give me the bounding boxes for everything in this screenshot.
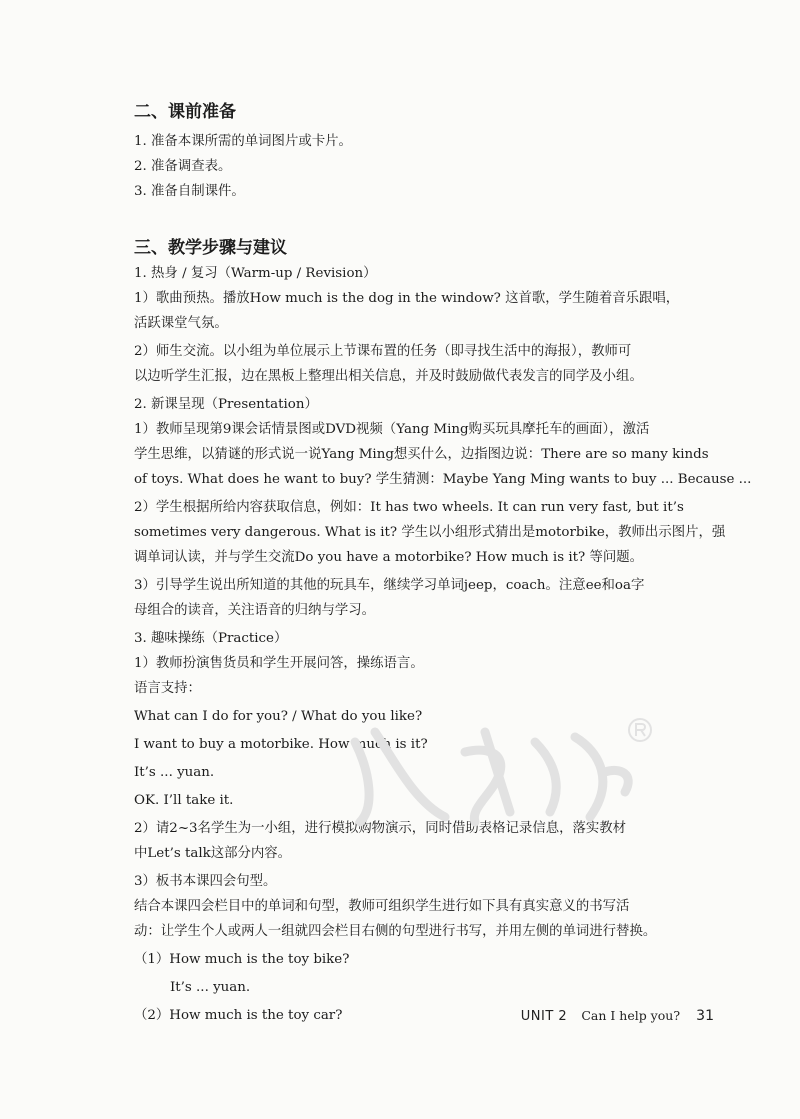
page-content	[134, 100, 752, 1026]
dialogue-line: It’s ... yuan.	[134, 765, 215, 780]
sentence-pattern-1: （1）How much is the toy bike?	[134, 952, 350, 967]
text-line: 3）板书本课四会句型。	[134, 874, 277, 889]
text-line: 1）歌曲预热。播放How much is the dog in the window? 这首歌，学生随着音乐跟唱，	[134, 291, 680, 306]
text-line: 1）教师扮演售货员和学生开展问答，操练语言。	[134, 656, 424, 671]
prep-item-1: 1. 准备本课所需的单词图片或卡片。	[134, 134, 352, 149]
text-line: 2）师生交流。以小组为单位展示上节课布置的任务（即寻找生活中的海报），教师可	[134, 344, 632, 359]
language-support-label: 语言支持：	[134, 681, 201, 696]
sentence-pattern-answer: It’s ... yuan.	[170, 980, 251, 995]
step-presentation-heading: 2. 新课呈现（Presentation）	[134, 397, 318, 412]
dialogue-line: What can I do for you? / What do you like?	[134, 709, 423, 724]
text-line: 调单词认读，并与学生交流Do you have a motorbike? How much is it? 等问题。	[134, 550, 644, 565]
text-line: 结合本课四会栏目中的单词和句型，教师可组织学生进行如下具有真实意义的书写活	[134, 899, 630, 914]
page-number: 31	[696, 1008, 714, 1024]
section-heading-steps: 三、教学步骤与建议	[134, 238, 287, 258]
section-heading-preparation: 二、课前准备	[134, 102, 236, 122]
text-line: 母组合的读音，关注语音的归纳与学习。	[134, 603, 376, 618]
dialogue-line: I want to buy a motorbike. How much is it?	[134, 737, 428, 752]
text-line: 动：让学生个人或两人一组就四会栏目右侧的句型进行书写，并用左侧的单词进行替换。	[134, 924, 657, 939]
footer-unit: UNIT 2	[520, 1009, 568, 1024]
text-line: 中Let’s talk这部分内容。	[134, 846, 292, 861]
text-line: 2）请2~3名学生为一小组，进行模拟购物演示，同时借助表格记录信息，落实教材	[134, 821, 627, 836]
prep-item-2: 2. 准备调查表。	[134, 159, 232, 174]
text-line: 活跃课堂气氛。	[134, 316, 228, 331]
text-line: 2）学生根据所给内容获取信息，例如：It has two wheels. It can run very fast, but it’s	[134, 500, 684, 515]
prep-item-3: 3. 准备自制课件。	[134, 184, 245, 199]
text-line: 1）教师呈现第9课会话情景图或DVD视频（Yang Ming购买玩具摩托车的画面），激活	[134, 422, 650, 437]
text-line: 3）引导学生说出所知道的其他的玩具车，继续学习单词jeep，coach。注意ee和oa字	[134, 578, 645, 593]
step-practice-heading: 3. 趣味操练（Practice）	[134, 631, 288, 646]
footer-title: Can I help you?	[581, 1008, 681, 1023]
dialogue-line: OK. I’ll take it.	[134, 793, 234, 808]
page-footer	[521, 1008, 714, 1024]
sentence-pattern-2: （2）How much is the toy car?	[134, 1008, 343, 1023]
text-line: of toys. What does he want to buy? 学生猜测：Maybe Yang Ming wants to buy ... Because ...	[134, 472, 752, 487]
watermark-logo-icon	[335, 712, 665, 832]
text-line: 学生思维，以猜谜的形式说一说Yang Ming想买什么，边指图边说：There are so many kinds	[134, 447, 709, 462]
step-warmup-heading: 1. 热身 / 复习（Warm-up / Revision）	[134, 266, 377, 281]
text-line: sometimes very dangerous. What is it? 学生以小组形式猜出是motorbike，教师出示图片，强	[134, 525, 726, 540]
text-line: 以边听学生汇报，边在黑板上整理出相关信息，并及时鼓励做代表发言的同学及小组。	[134, 369, 643, 384]
